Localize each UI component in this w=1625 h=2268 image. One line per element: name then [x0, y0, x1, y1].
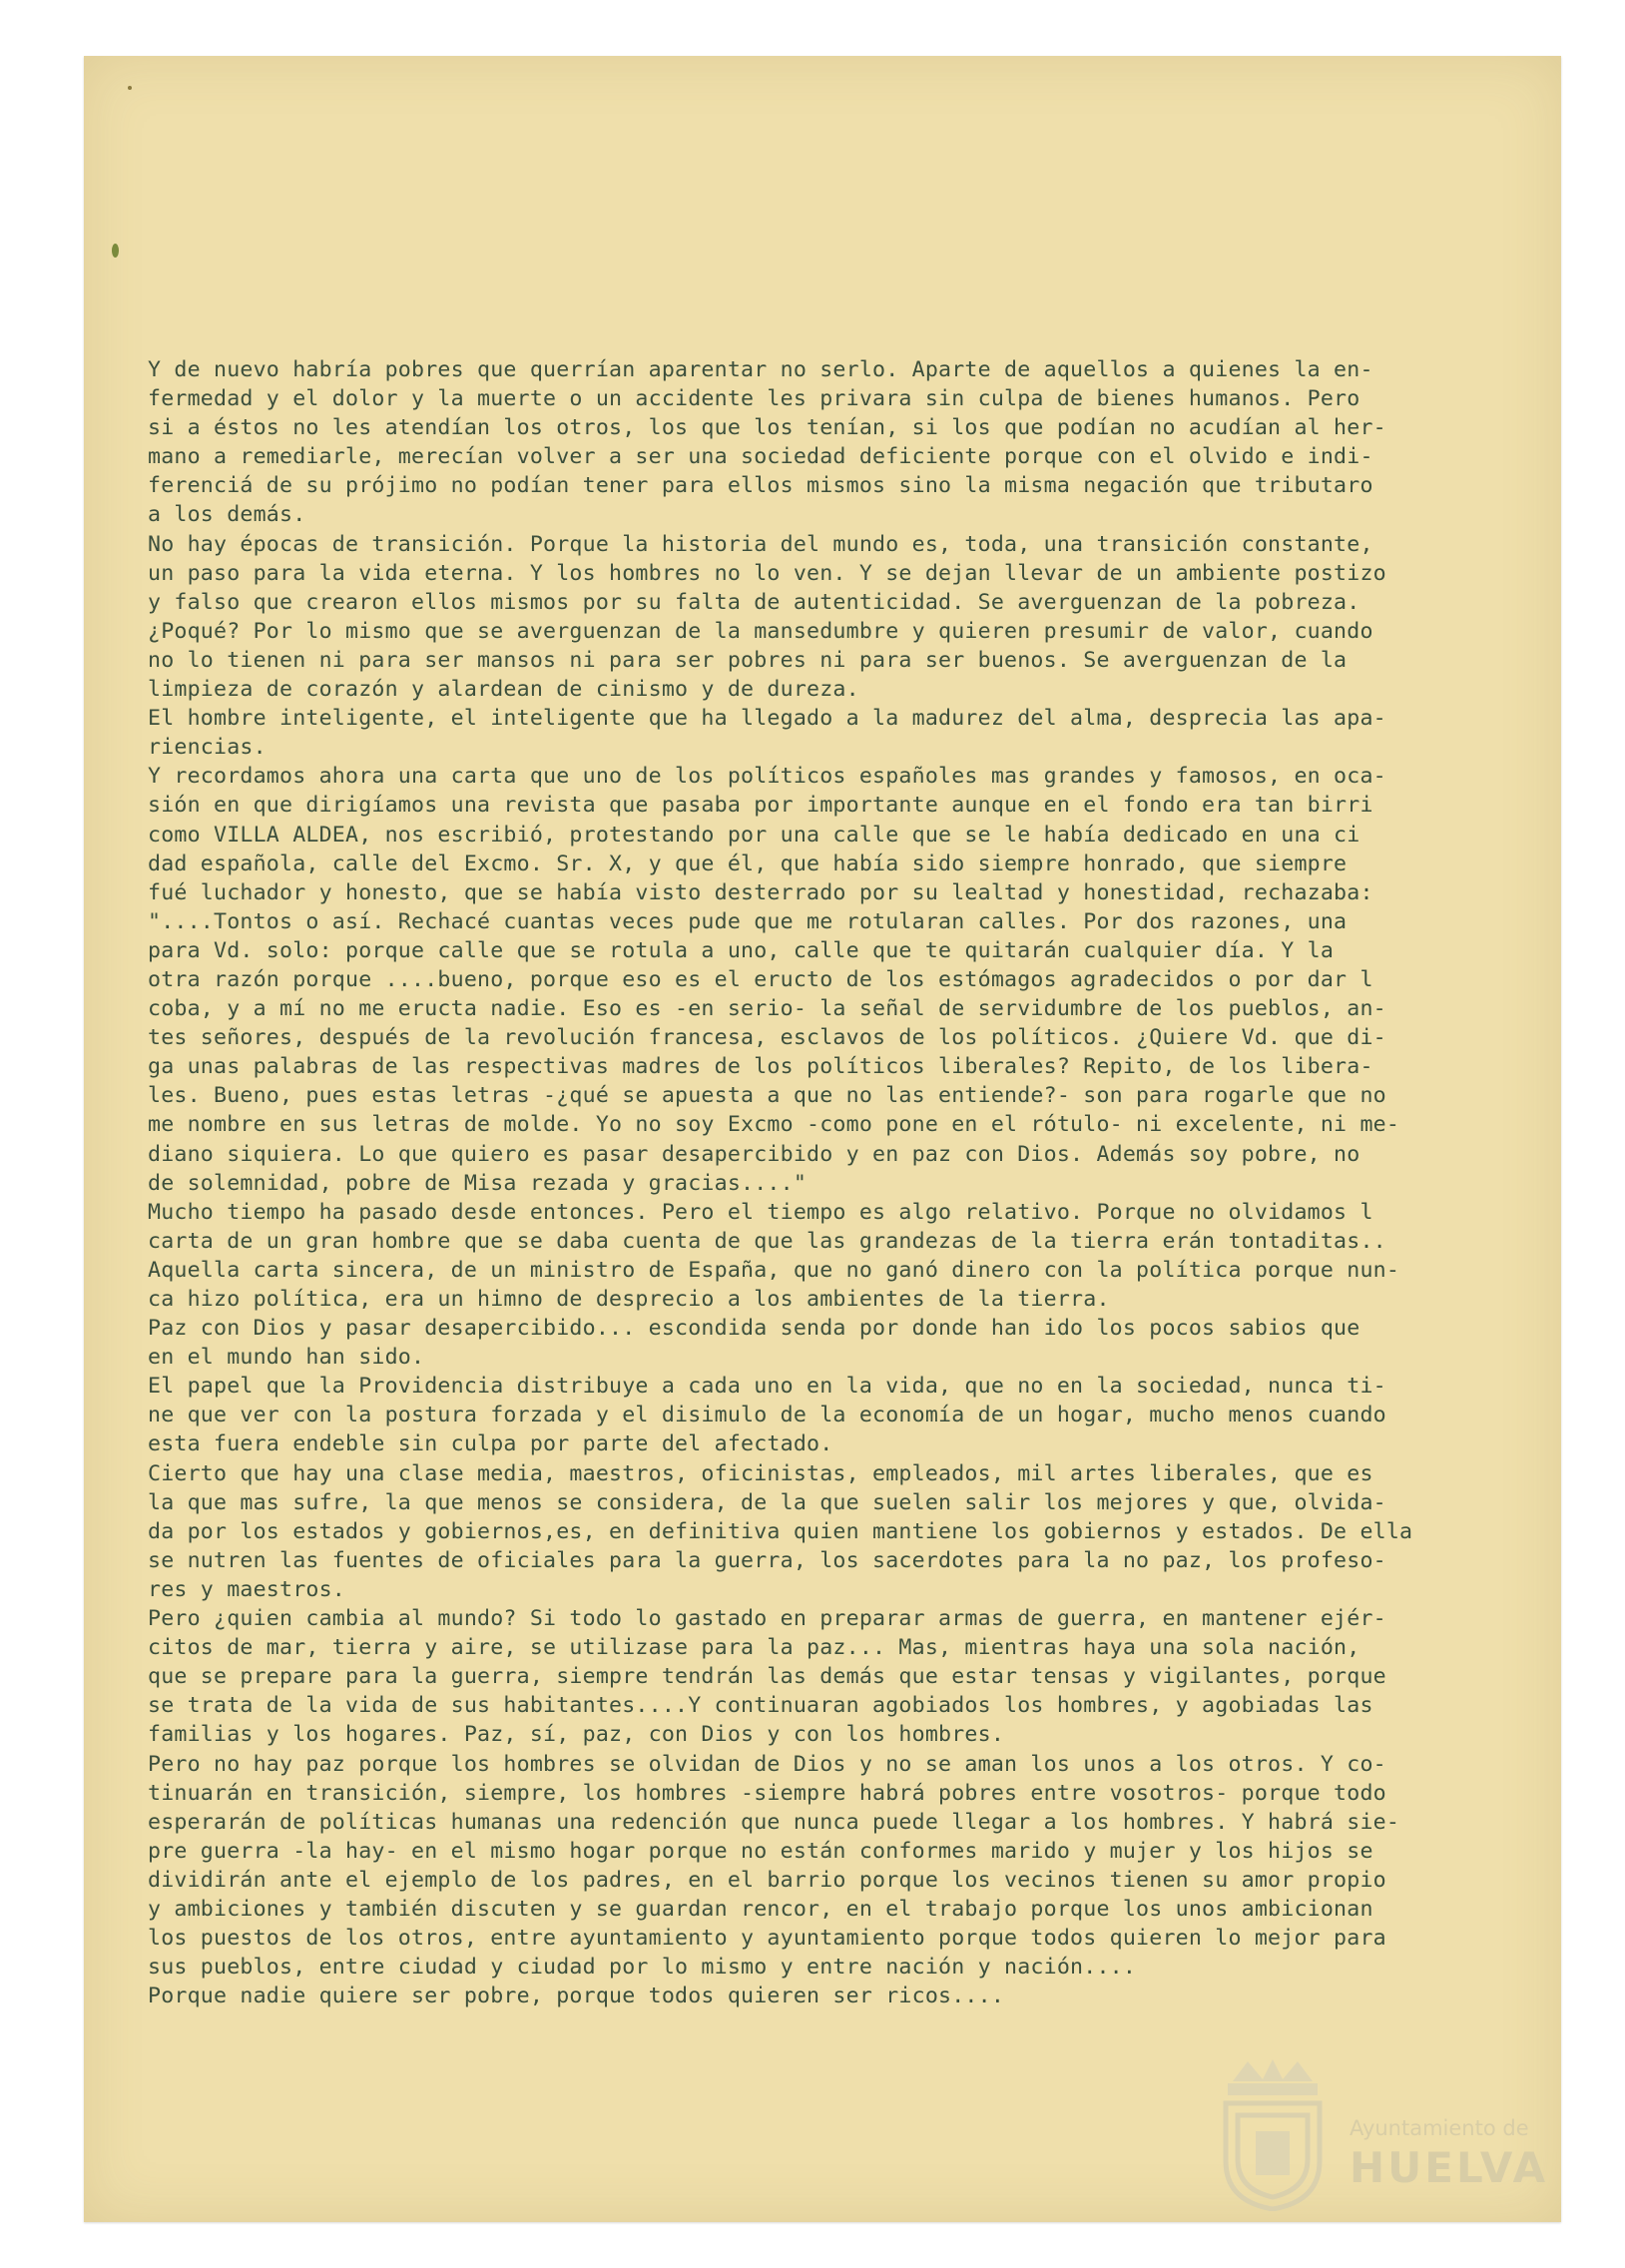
- text-line: Y de nuevo habría pobres que querrían aparentar no serlo. Aparte de aquellos a quienes la en-: [148, 357, 1373, 382]
- text-line: Pero no hay paz porque los hombres se olvidan de Dios y no se aman los unos a los otros. Y co-: [148, 1751, 1386, 1777]
- text-line: en el mundo han sido.: [148, 1345, 425, 1371]
- text-line: un paso para la vida eterna. Y los hombres no lo ven. Y se dejan llevar de un ambiente postizo: [148, 560, 1386, 586]
- text-line: y ambiciones y también discuten y se guardan rencor, en el trabajo porque los unos ambicionan: [148, 1896, 1373, 1922]
- text-line: esperarán de políticas humanas una redención que nunca puede llegar a los hombres. Y habrá sie-: [148, 1809, 1400, 1835]
- text-line: Cierto que hay una clase media, maestros, oficinistas, empleados, mil artes liberales, que es: [148, 1460, 1373, 1486]
- text-line: se nutren las fuentes de oficiales para la guerra, los sacerdotes para la no paz, los profeso-: [148, 1547, 1386, 1573]
- text-line: les. Bueno, pues estas letras -¿qué se apuesta a que no las entiende?- son para rogarle que no: [148, 1083, 1386, 1109]
- text-line: El hombre inteligente, el inteligente que ha llegado a la madurez del alma, desprecia las apa-: [148, 706, 1386, 732]
- text-line: ¿Poqué? Por lo mismo que se averguenzan de la mansedumbre y quieren presumir de valor, cuando: [148, 618, 1373, 644]
- text-line: y falso que crearon ellos mismos por su falta de autenticidad. Se averguenzan de la pobreza.: [148, 589, 1360, 615]
- text-line: familias y los hogares. Paz, sí, paz, con Dios y con los hombres.: [148, 1722, 1005, 1748]
- text-line: fermedad y el dolor y la muerte o un accidente les privara sin culpa de bienes humanos. Pero: [148, 386, 1360, 412]
- text-line: Paz con Dios y pasar desapercibido... escondida senda por donde han ido los pocos sabios que: [148, 1316, 1360, 1342]
- coat-of-arms-icon: [1208, 2051, 1338, 2211]
- text-line: mano a remediarle, merecían volver a ser una sociedad deficiente porque con el olvido e indi-: [148, 444, 1373, 470]
- text-line: tinuarán en transición, siempre, los hombres -siempre habrá pobres entre vosotros- porque todo: [148, 1780, 1386, 1806]
- text-line: da por los estados y gobiernos,es, en definitiva quien mantiene los gobiernos y estados. De ella: [148, 1518, 1413, 1544]
- text-line: si a éstos no les atendían los otros, los que los tenían, si los que podían no acudían al her-: [148, 415, 1386, 441]
- text-line: me nombre en sus letras de molde. Yo no soy Excmo -como pone en el rótulo- ni excelente, ni me-: [148, 1112, 1400, 1138]
- text-line: de solemnidad, pobre de Misa rezada y gracias....": [148, 1170, 808, 1196]
- text-line: dad española, calle del Excmo. Sr. X, y que él, que había sido siempre honrado, que siempre: [148, 850, 1348, 876]
- typewritten-text: [148, 355, 1545, 2010]
- text-line: "....Tontos o así. Rechacé cuantas veces pude que me rotularan calles. Por dos razones, una: [148, 908, 1348, 934]
- text-line: No hay épocas de transición. Porque la historia del mundo es, toda, una transición constante,: [148, 531, 1373, 557]
- text-line: tes señores, después de la revolución francesa, esclavos de los políticos. ¿Quiere Vd. que di-: [148, 1025, 1386, 1051]
- text-line: Porque nadie quiere ser pobre, porque todos quieren ser ricos....: [148, 1984, 1005, 2009]
- text-line: otra razón porque ....bueno, porque eso es el eructo de los estómagos agradecidos o por dar l: [148, 966, 1373, 992]
- ink-speck: [112, 244, 119, 258]
- text-line: Pero ¿quien cambia al mundo? Si todo lo gastado en preparar armas de guerra, en mantener ejér-: [148, 1606, 1386, 1632]
- watermark-stamp: [1208, 2051, 1567, 2211]
- text-line: no lo tienen ni para ser mansos ni para ser pobres ni para ser buenos. Se averguenzan de la: [148, 647, 1348, 673]
- text-line: diano siquiera. Lo que quiero es pasar desapercibido y en paz con Dios. Además soy pobre, no: [148, 1141, 1360, 1167]
- text-line: citos de mar, tierra y aire, se utilizase para la paz... Mas, mientras haya una sola nación,: [148, 1635, 1360, 1661]
- text-line: a los demás.: [148, 502, 306, 528]
- text-line: El papel que la Providencia distribuye a cada uno en la vida, que no en la sociedad, nunca ti-: [148, 1374, 1386, 1400]
- text-line: coba, y a mí no me eructa nadie. Eso es -en serio- la señal de servidumbre de los pueblos, an-: [148, 996, 1386, 1022]
- text-line: ga unas palabras de las respectivas madres de los políticos liberales? Repito, de los libera-: [148, 1054, 1373, 1080]
- text-line: Mucho tiempo ha pasado desde entonces. Pero el tiempo es algo relativo. Porque no olvidamos l: [148, 1199, 1373, 1225]
- text-line: carta de un gran hombre que se daba cuenta de que las grandezas de la tierra erán tontaditas..: [148, 1228, 1386, 1254]
- watermark-line1: Ayuntamiento de: [1350, 2116, 1529, 2140]
- text-line: dividirán ante el ejemplo de los padres, en el barrio porque los vecinos tienen su amor propio: [148, 1867, 1386, 1893]
- text-line: Y recordamos ahora una carta que uno de los políticos españoles mas grandes y famosos, en oca-: [148, 764, 1386, 790]
- text-line: la que mas sufre, la que menos se considera, de la que suelen salir los mejores y que, olvida-: [148, 1489, 1386, 1515]
- text-line: fué luchador y honesto, que se había visto desterrado por su lealtad y honestidad, rechazaba:: [148, 879, 1373, 905]
- text-line: limpieza de corazón y alardean de cinismo y de dureza.: [148, 677, 859, 703]
- text-line: pre guerra -la hay- en el mismo hogar porque no están conformes marido y mujer y los hijos se: [148, 1838, 1373, 1864]
- text-line: riencias.: [148, 735, 267, 761]
- text-line: ca hizo política, era un himno de desprecio a los ambientes de la tierra.: [148, 1287, 1110, 1312]
- text-line: como VILLA ALDEA, nos escribió, protestando por una calle que se le había dedicado en una ci: [148, 822, 1360, 848]
- ink-speck: [128, 86, 132, 90]
- text-line: los puestos de los otros, entre ayuntamiento y ayuntamiento porque todos quieren lo mejor para: [148, 1926, 1386, 1952]
- text-line: sión en que dirigíamos una revista que pasaba por importante aunque en el fondo era tan birri: [148, 793, 1373, 819]
- text-line: que se prepare para la guerra, siempre tendrán las demás que estar tensas y vigilantes, porque: [148, 1664, 1386, 1690]
- text-line: se trata de la vida de sus habitantes....Y continuaran agobiados los hombres, y agobiadas las: [148, 1693, 1373, 1719]
- text-line: res y maestros.: [148, 1576, 346, 1602]
- text-line: ne que ver con la postura forzada y el disimulo de la economía de un hogar, mucho menos cuando: [148, 1403, 1386, 1428]
- text-line: ferenciá de su prójimo no podían tener para ellos mismos sino la misma negación que tributaro: [148, 473, 1373, 499]
- text-line: esta fuera endeble sin culpa por parte del afectado.: [148, 1431, 833, 1457]
- watermark-line2: HUELVA: [1350, 2143, 1549, 2192]
- text-line: sus pueblos, entre ciudad y ciudad por lo mismo y entre nación y nación....: [148, 1955, 1137, 1981]
- text-line: para Vd. solo: porque calle que se rotula a uno, calle que te quitarán cualquier día. Y la: [148, 937, 1335, 963]
- text-line: Aquella carta sincera, de un ministro de España, que no ganó dinero con la política porque nun-: [148, 1257, 1400, 1283]
